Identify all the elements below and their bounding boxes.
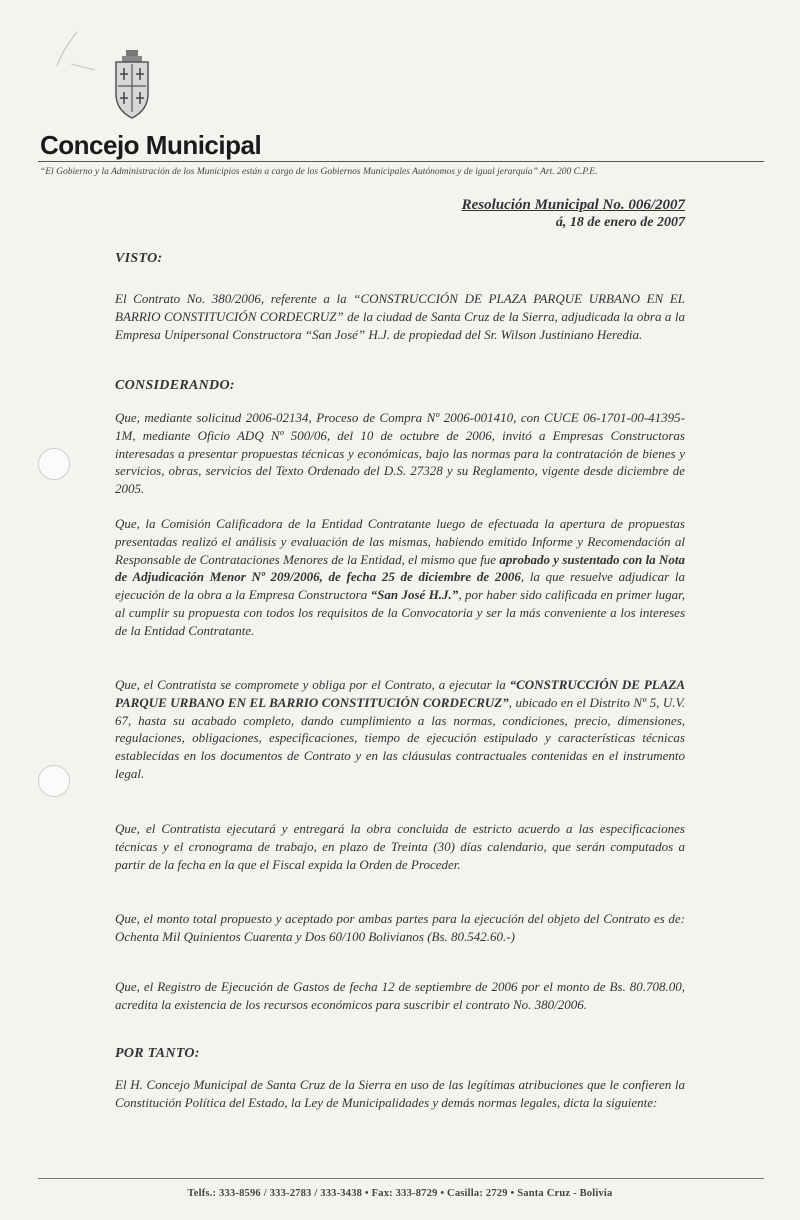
punch-hole-top xyxy=(38,448,70,480)
org-title: Concejo Municipal xyxy=(40,130,262,160)
considerando-paragraph-2: Que, la Comisión Calificadora de la Entidad Contratante luego de efectuada la apertura de propuestas presentadas realizó el análisis y evaluación de las mismas, habiendo emitido Informe y Recomendación al Responsable de Contrataciones Menores de la Entidad, el mismo que fue aprobado y sustentado con la Nota de Adjudicación Menor Nº 209/2006, de fecha 25 de diciembre de 2006, la que resuelve adjudicar la ejecución de la obra a la Empresa Constructora “San José H.J.”, por haber sido calificada en primer lugar, al cumplir su propuesta con todos los requisitos de la Convocatoria y ser la más conveniente a los intereses de la Entidad Contratante. xyxy=(115,516,686,638)
considerando-paragraph-4: Que, el Contratista ejecutará y entregará la obra concluida de estricto acuerdo a las especificaciones técnicas y el cronograma de trabajo, en plazo de Treinta (30) días calendario, que serán computados a partir de la fecha en la que el Fiscal expida la Orden de Proceder. xyxy=(115,821,685,872)
considerando-paragraph-1: Que, mediante solicitud 2006-02134, Proceso de Compra Nº 2006-001410, con CUCE 06-1701-00-41395-1M, mediante Oficio ADQ Nº 500/06, del 10 de octubre de 2006, invitó a Empresas Constructoras interesadas a presentar propuestas técnicas y económicas, bajo las normas para la contratación de bienes y servicios, obras, servicios del Texto Ordenado del D.S. 27328 y su Reglamento, vigente desde diciembre de 2005. xyxy=(115,410,685,497)
visto-paragraph: El Contrato No. 380/2006, referente a la “CONSTRUCCIÓN DE PLAZA PARQUE URBANO EN EL BARRIO CONSTITUCIÓN CORDECRUZ” de la ciudad de Santa Cruz de la Sierra, adjudicada la obra a la Empresa Unipersonal Constructora “San José” H.J. de propiedad del Sr. Wilson Justiniano Heredia. xyxy=(115,291,685,342)
resolution-number: Resolución Municipal No. 006/2007 xyxy=(461,197,685,213)
coat-of-arms-seal xyxy=(112,48,152,126)
visto-heading: VISTO: xyxy=(115,251,163,266)
considerando-paragraph-6: Que, el Registro de Ejecución de Gastos de fecha 12 de septiembre de 2006 por el monto de Bs. 80.708.00, acredita la existencia de los recursos económicos para suscribir el contrato No. 380/2006. xyxy=(115,979,685,1012)
por-tanto-heading: POR TANTO: xyxy=(115,1046,200,1061)
considerando-paragraph-3: Que, el Contratista se compromete y obliga por el Contrato, a ejecutar la “CONSTRUCCIÓN DE PLAZA PARQUE URBANO EN EL BARRIO CONSTITUCIÓN CORDECRUZ”, ubicado en el Distrito Nº 5, U.V. 67, hasta su acabado completo, dando cumplimiento a las normas, condiciones, precio, dimensiones, regulaciones, obligaciones, especificaciones, tiempo de ejecución estipulado y características técnicas establecidas en los documentos de Contrato y en las cláusulas contractuales contenidas en el instrumento legal. xyxy=(115,677,686,781)
por-tanto-paragraph: El H. Concejo Municipal de Santa Cruz de la Sierra en uso de las legítimas atribuciones que le confieren la Constitución Política del Estado, la Ley de Municipalidades y demás normas legales, dicta la siguiente: xyxy=(115,1077,685,1110)
considerando-paragraph-5: Que, el monto total propuesto y aceptado por ambas partes para la ejecución del objeto del Contrato es de: Ochenta Mil Quinientos Cuarenta y Dos 60/100 Bolivianos (Bs. 80.542.60.-) xyxy=(115,911,685,944)
footer-rule xyxy=(38,1178,764,1179)
footer-contact: Telfs.: 333-8596 / 333-2783 / 333-3438 • Fax: 333-8729 • Casilla: 2729 • Santa Cruz - Bolivia xyxy=(187,1188,613,1199)
considerando-heading: CONSIDERANDO: xyxy=(115,378,235,393)
pen-scratch-mark xyxy=(55,30,115,80)
resolution-date: á, 18 de enero de 2007 xyxy=(555,215,685,230)
header-rule xyxy=(38,161,764,162)
header-motto: “El Gobierno y la Administración de los Municipios están a cargo de los Gobiernos Municipales Autónomos y de igual jerarquía” Art. 200 C.P.E. xyxy=(40,167,598,177)
punch-hole-bottom xyxy=(38,765,70,797)
